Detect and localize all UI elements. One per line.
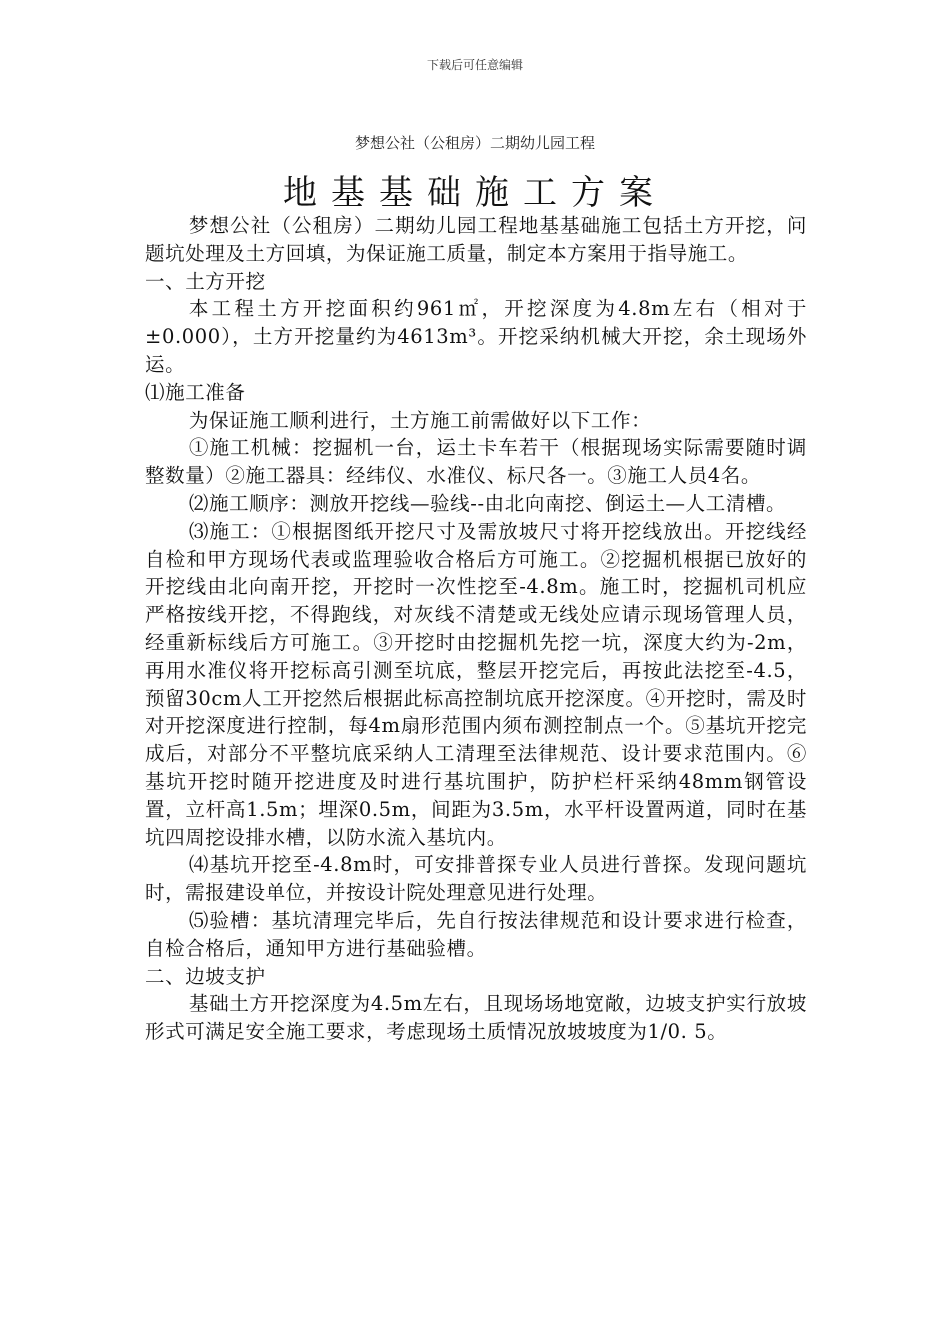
preparation-items-paragraph: ①施工机械：挖掘机一台，运土卡车若干（根据现场实际需要随时调整数量）②施工器具：经纬仪、水准仪、标尺各一。③施工人员4名。: [145, 436, 807, 488]
section-2-heading: 二、边坡支护: [145, 964, 266, 988]
trench-inspection-paragraph: ⑸验槽：基坑清理完毕后，先自行按法律规范和设计要求进行检查，自检合格后，通知甲方进行基础验槽。: [145, 908, 807, 960]
slope-support-paragraph: 基础土方开挖深度为4.5m左右，且现场场地宽敞，边坡支护实行放坡形式可满足安全施工要求，考虑现场土质情况放坡坡度为1/0. 5。: [145, 992, 807, 1044]
section-1-heading: 一、土方开挖: [145, 269, 266, 293]
pit-probing-paragraph: ⑷基坑开挖至-4.8m时，可安排普探专业人员进行普探。发现问题坑时，需报建设单位，并按设计院处理意见进行处理。: [145, 853, 807, 905]
excavation-scope-paragraph: 本工程土方开挖面积约961㎡，开挖深度为4.8m左右（相对于±0.000），土方开挖量约为4613m³。开挖采纳机械大开挖，余土现场外运。: [145, 297, 807, 376]
intro-paragraph: 梦想公社（公租房）二期幼儿园工程地基基础施工包括土方开挖，问题坑处理及土方回填，为保证施工质量，制定本方案用于指导施工。: [145, 214, 807, 265]
document-body: [145, 212, 807, 1046]
document-title: 地基基础施工方案: [283, 173, 667, 213]
download-note: 下载后可任意编辑: [426, 58, 523, 72]
construction-steps-paragraph: ⑶施工：①根据图纸开挖尺寸及需放坡尺寸将开挖线放出。开挖线经自检和甲方现场代表或监理验收合格后方可施工。②挖掘机根据已放好的开挖线由北向南开挖，开挖时一次性挖至-4.8m。施工时，挖掘机司机应严格按线开挖，不得跑线，对灰线不清楚或无线处应请示现场管理人员，经重新标线后方可施工。③开挖时由挖掘机先挖一坑，深度大约为-2m，再用水准仪将开挖标高引测至坑底，整层开挖完后，再按此法挖至-4.5，预留30cm人工开挖然后根据此标高控制坑底开挖深度。④开挖时，需及时对开挖深度进行控制，每4m扇形范围内须布测控制点一个。⑤基坑开挖完成后，对部分不平整坑底采纳人工清理至法律规范、设计要求范围内。⑥基坑开挖时随开挖进度及时进行基坑围护，防护栏杆采纳48mm钢管设置，立杆高1.5m；埋深0.5m，间距为3.5m，水平杆设置两道，同时在基坑四周挖设排水槽，以防水流入基坑内。: [145, 519, 807, 849]
construction-order-paragraph: ⑵施工顺序：测放开挖线—验线--由北向南挖、倒运土—人工清槽。: [188, 491, 787, 515]
preparation-intro-paragraph: 为保证施工顺利进行，土方施工前需做好以下工作：: [188, 408, 652, 432]
project-name: 梦想公社（公租房）二期幼儿园工程: [354, 134, 595, 152]
preparation-heading: ⑴施工准备: [145, 380, 246, 404]
